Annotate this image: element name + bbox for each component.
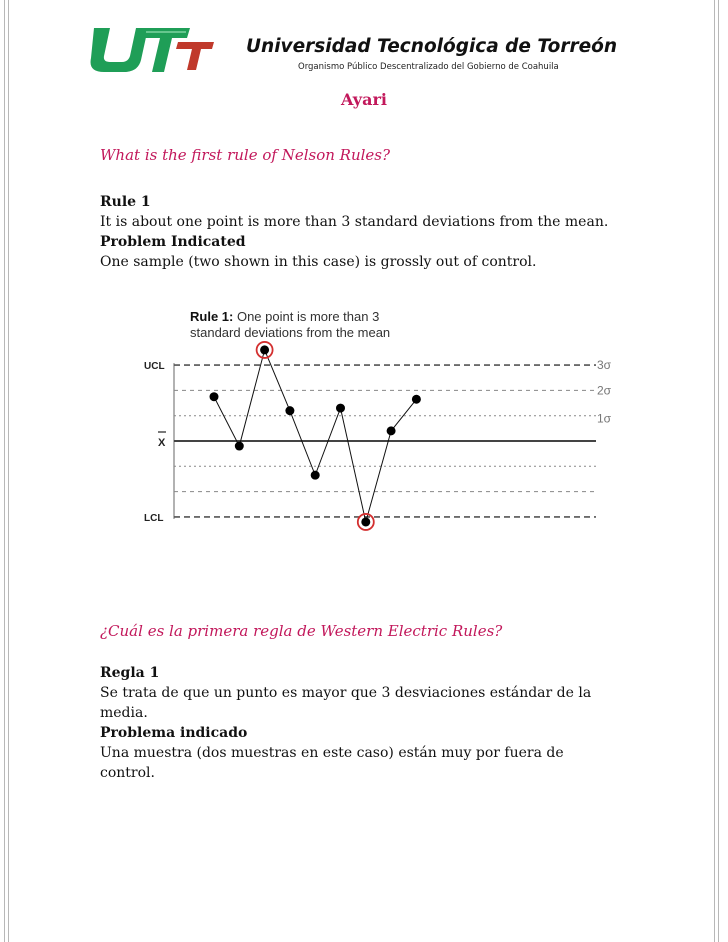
english-problem-text: One sample (two shown in this case) is grossly out of control. (100, 254, 537, 270)
data-point (285, 406, 294, 415)
series-line (214, 350, 416, 522)
university-name: Universidad Tecnológica de Torreón (246, 36, 618, 57)
spanish-problem-heading: Problema indicado (100, 725, 248, 741)
page-border-left (4, 0, 9, 942)
mean-label: X (158, 437, 166, 449)
control-chart (120, 296, 630, 536)
sigma-label-2: 2σ (597, 383, 612, 398)
data-point (412, 395, 421, 404)
spanish-rule-heading: Regla 1 (100, 665, 160, 681)
author-name: Ayari (341, 90, 387, 109)
spanish-problem-text-line2: control. (100, 765, 155, 781)
chart-title-line2: standard deviations from the mean (190, 325, 391, 340)
ucl-label: UCL (144, 361, 165, 373)
chart-title-line1: Rule 1: One point is more than 3 (190, 309, 380, 324)
english-rule-heading: Rule 1 (100, 194, 151, 210)
sigma-label-3: 3σ (597, 358, 612, 373)
sigma-label-1: 1σ (597, 411, 612, 426)
data-point (336, 404, 345, 413)
utt-logo (86, 22, 216, 74)
lcl-label: LCL (144, 512, 164, 524)
english-rule-text: It is about one point is more than 3 standard deviations from the mean. (100, 214, 609, 230)
data-point (210, 392, 219, 401)
data-point (361, 517, 370, 526)
english-problem-heading: Problem Indicated (100, 234, 246, 250)
spanish-rule-text-line1: Se trata de que un punto es mayor que 3 desviaciones estándar de la (100, 685, 592, 701)
data-point (311, 471, 320, 480)
spanish-question: ¿Cuál es la primera regla de Western Electric Rules? (100, 622, 503, 640)
english-question: What is the first rule of Nelson Rules? (100, 146, 391, 164)
page-border-right (714, 0, 719, 942)
university-subtitle: Organismo Público Descentralizado del Gobierno de Coahuila (298, 62, 559, 72)
data-point (387, 426, 396, 435)
spanish-rule-text-line2: media. (100, 705, 148, 721)
spanish-problem-text-line1: Una muestra (dos muestras en este caso) están muy por fuera de (100, 745, 564, 761)
data-point (235, 442, 244, 451)
data-point (260, 345, 269, 354)
